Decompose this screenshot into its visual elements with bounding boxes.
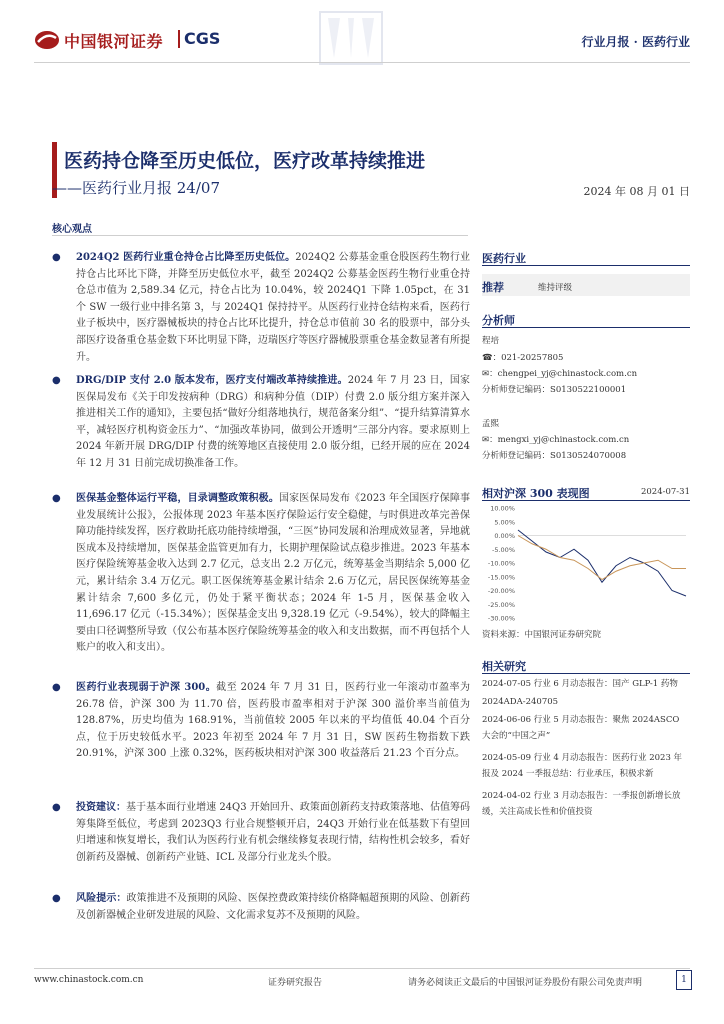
analyst-email[interactable]: ✉：chengpei_yj@chinastock.com.cn (482, 369, 638, 379)
y-tick-label: 10.00% (490, 504, 515, 513)
y-tick-label: -10.00% (487, 559, 515, 568)
cgs-watermark-icon (318, 10, 384, 66)
bullet-dot-icon: ● (52, 252, 61, 263)
bullet-item (52, 891, 470, 924)
y-tick-label: -5.00% (492, 545, 515, 554)
sidebar-divider (482, 265, 690, 266)
bullet-item (52, 800, 470, 866)
bullet-item (52, 680, 470, 763)
series-line (518, 530, 686, 596)
bullet-text: 2024Q2 公募基金重仓股医药生物行业持仓占比环比下降，并降至历史低位水平，截至 2024Q2 公募基金医药生物行业重仓持仓总市值为 2,589.34 亿元，持仓占比为 10.04%，较 2024Q1 下降 1.05pct，在 31 个 SW 一级行业中排名第 3，与 2024Q1 保持持平。从医药行业持仓结构来看，医药行业子板块中，医疗器械板块的持仓占比环比提升，持仓总市值前 30 名的股票中，部分头部医疗设备重仓基金数下环比明显下降，迈瑞医疗等医疗器械股票重仓基金数显著有所提升。 (76, 252, 470, 363)
sidebar-divider (482, 327, 690, 328)
report-type: 行业月报 · 医药行业 (581, 35, 690, 49)
bullet-text: 截至 2024 年 7 月 31 日，医药行业一年滚动市盈率为 26.78 倍，沪深 300 为 11.70 倍，医药股市盈率相对于沪深 300 溢价率当前值为 128.87%，历史均值为 168.91%，当前值较 2005 年以来的平均值低 40.04 个百分点，位于历史较低水平。2023 年初至 2024 年 7 月 31 日，SW 医药生物指数下跌 20.91%，沪深 300 上涨 0.32%，医药板块相对沪深 300 收益落后 21.23 个百分点。 (76, 682, 471, 760)
report-title: 医药持仓降至历史低位，医疗改革持续推进 (64, 150, 426, 172)
bullet-dot-icon: ● (52, 802, 61, 813)
y-tick-label: -15.00% (487, 573, 515, 582)
bullet-text: 基于基本面行业增速 24Q3 开始回升、政策面创新药支持政策落地、估值筹码筹集降至低位，考虑到 2023Q3 行业合规整顿开启，24Q3 开始行业在低基数下有望回归增速和恢复增长，我们认为医药行业有机会继续修复表现行情，结构性机会较多，看好创新药及器械、创新药产业链、ICL 及部分行业龙头个股。 (76, 802, 470, 863)
footer-divider (34, 968, 690, 969)
rating-value: 维持评级 (538, 283, 573, 293)
analyst-cert: 分析师登记编码：S0130524070008 (482, 451, 627, 461)
report-subtitle: ——医药行业月报 24/07 (52, 179, 220, 197)
bullet-heading: 投资建议： (76, 802, 127, 813)
related-label: 相关研究 (482, 660, 526, 673)
header-divider (34, 62, 690, 63)
bullet-item (52, 250, 470, 366)
chart-title: 相对沪深 300 表现图 (482, 487, 590, 500)
brand-name: 中国银河证券 (64, 32, 164, 51)
y-tick-label: -25.00% (487, 600, 515, 609)
footer-label: 证券研究报告 (268, 978, 323, 988)
footer-disclaimer: 请务必阅读正文最后的中国银河证券股份有限公司免责声明 (408, 978, 643, 988)
bullet-text: 2024 年 7 月 23 日，国家医保局发布《关于印发按病种（DRG）和病种分值（DIP）付费 2.0 版分组方案并深入推进相关工作的通知》，主要包括“做好分组落地执行，规范备案分组”、“提升结算清算水平，减轻医疗机构资金压力”、“加强改革协同，做到公开透明”三部分内容。要求原则上 2024 年新开展 DRG/DIP 付费的统筹地区直接使用 2.0 版分组，已经开展的应在 2024 年 12 月 31 日前完成切换准备工作。 (76, 375, 470, 469)
related-item[interactable]: 2024-04-02 行业 3 月动态报告：一季报创新增长放缓，关注高成长性和价值投资 (482, 791, 681, 817)
core-views-label: 核心观点 (52, 224, 92, 235)
analyst-email[interactable]: ✉：mengxi_yj@chinastock.com.cn (482, 435, 630, 445)
bullet-heading: 2024Q2 医药行业重仓持仓占比降至历史低位。 (76, 252, 296, 263)
page-number: 1 (676, 970, 692, 990)
bullet-heading: 医保基金整体运行平稳，目录调整政策积极。 (76, 493, 279, 504)
bullet-heading: DRG/DIP 支付 2.0 版本发布，医疗支付端改革持续推进。 (76, 375, 348, 386)
logo-icon (34, 30, 60, 50)
relative-performance-chart (482, 504, 690, 626)
bullet-heading: 医药行业表现弱于沪深 300。 (76, 682, 217, 693)
related-item[interactable]: 2024-06-06 行业 5 月动态报告：聚焦 2024ASCO 大会的“中国之声” (482, 715, 680, 741)
bullet-text: 国家医保局发布《2023 年全国医疗保障事业发展统计公报》，公报体现 2023 年基本医疗保险运行安全稳健，与时俱进改革完善保障功能持续发挥，医疗救助托底功能持续增强，“三医”协同发展和治理成效显著，异地就医成本及持续增加，医保基金监管更加有力，长期护理保险试点稳步推进。2023 年基本医疗保险统筹基金收入达到 2.7 亿元，总支出 2.2 万亿元，统筹基金当期结余 5,000 亿元，累计结余 3.4 万亿元。职工医保统筹基金累计结余 2.6 万亿元，居民医保统筹基金累计结余 7,600 多亿元，仍处于紧平衡状态；2024 年 1-5 月，医保基金收入 11,696.17 亿元（-15.34%）；医保基金支出 9,328.19 亿元（-9.54%），较大的降幅主要由口径调整所导致（仅公布基本医疗保险统筹基金的收入和支出数据，而不再包括个人账户的收入和支出）。 (76, 493, 470, 654)
related-item[interactable]: 2024ADA-240705 (482, 697, 559, 707)
bullet-dot-icon: ● (52, 493, 61, 504)
footer-website[interactable]: www.chinastock.com.cn (34, 975, 144, 985)
bullet-item (52, 373, 470, 473)
sidebar-divider (482, 673, 690, 674)
analyst-cert: 分析师登记编码：S0130522100001 (482, 385, 627, 395)
bullet-item (52, 491, 470, 657)
y-tick-label: 0.00% (494, 532, 515, 540)
analyst-name: 程培 (482, 336, 500, 346)
series-line (518, 536, 686, 580)
analyst-phone: ☎：021-20257805 (482, 353, 564, 363)
brand-abbr: CGS (184, 29, 221, 48)
y-tick-label: 5.00% (494, 518, 515, 527)
sidebar-divider (482, 500, 690, 501)
related-item[interactable]: 2024-07-05 行业 6 月动态报告：国产 GLP-1 药物 (482, 679, 678, 689)
bullet-dot-icon: ● (52, 682, 61, 693)
y-tick-label: -30.00% (487, 614, 515, 623)
y-tick-label: -20.00% (487, 587, 515, 595)
bullet-dot-icon: ● (52, 375, 61, 386)
analyst-label: 分析师 (482, 314, 515, 327)
bullet-heading: 风险提示： (76, 893, 127, 904)
rating-box (482, 274, 690, 296)
report-date: 2024 年 08 月 01 日 (583, 185, 690, 198)
bullet-text: 政策推进不及预期的风险、医保控费政策持续价格降幅超预期的风险、创新药及创新器械企业研发进展的风险、文化需求复苏不及预期的风险。 (76, 893, 471, 921)
core-divider (52, 235, 468, 236)
industry-label: 医药行业 (482, 252, 526, 265)
chart-date: 2024-07-31 (640, 487, 690, 497)
rating-label: 推荐 (482, 281, 504, 294)
chart-source: 资料来源：中国银河证券研究院 (482, 630, 602, 640)
related-item[interactable]: 2024-05-09 行业 4 月动态报告：医药行业 2023 年报及 2024 一季报总结：行业承压，积极求新 (482, 753, 683, 779)
analyst-name: 孟熙 (482, 419, 500, 429)
logo-divider (178, 30, 180, 48)
bullet-dot-icon: ● (52, 893, 61, 904)
